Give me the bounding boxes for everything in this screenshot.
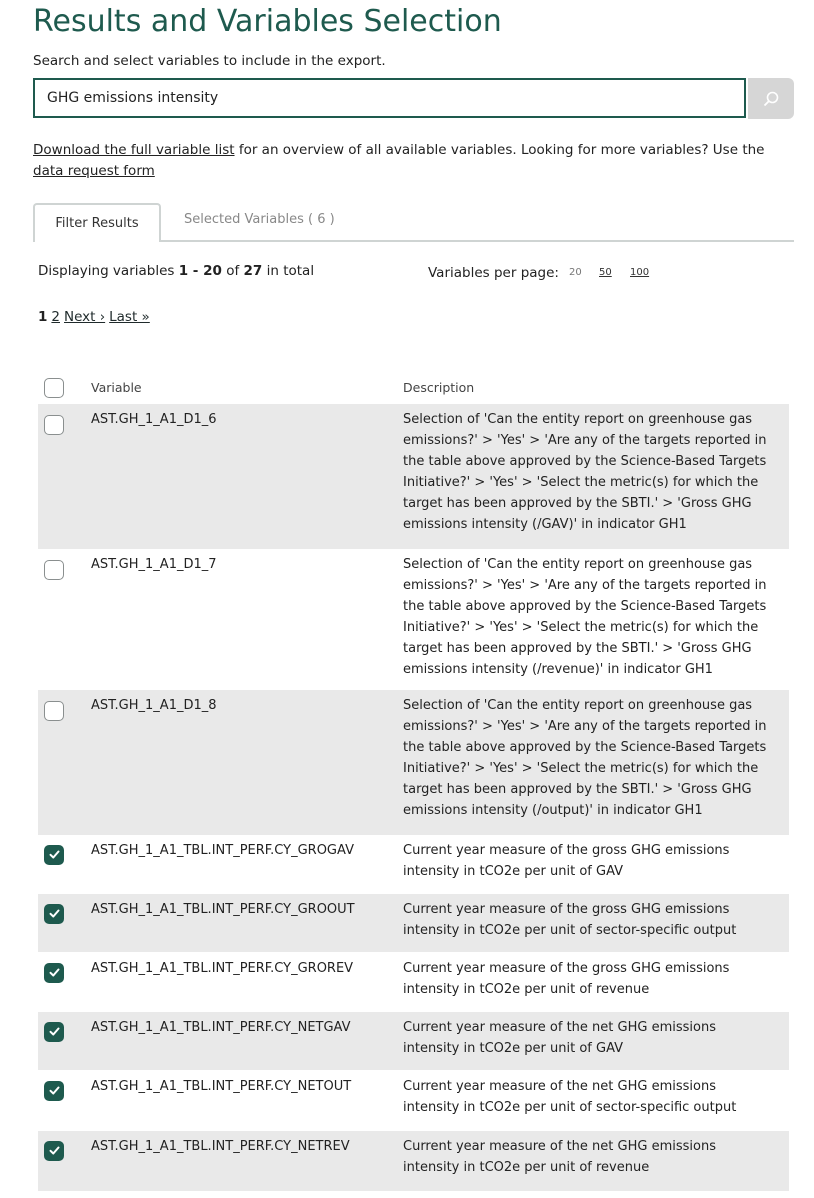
check-icon	[45, 907, 63, 920]
variable-description: Current year measure of the net GHG emissions intensity in tCO2e per unit of sector-specific output	[403, 1079, 737, 1115]
variable-name: AST.GH_1_A1_TBL.INT_PERF.CY_GROOUT	[91, 902, 355, 917]
table-row	[38, 894, 789, 952]
results-summary: Displaying variables 1 - 20 of 27 in total	[38, 263, 315, 279]
info-text	[33, 140, 793, 182]
per-page-option-20: 20	[569, 267, 582, 278]
variable-description: Current year measure of the net GHG emissions intensity in tCO2e per unit of revenue	[403, 1139, 716, 1175]
search-input[interactable]	[33, 78, 746, 118]
row-checkbox[interactable]	[44, 701, 64, 721]
page-current: 1	[38, 309, 48, 325]
column-header-variable: Variable	[91, 380, 142, 395]
row-checkbox[interactable]	[44, 1141, 64, 1161]
table-row	[38, 1012, 789, 1070]
table-row	[38, 1071, 789, 1129]
row-checkbox[interactable]	[44, 1081, 64, 1101]
info-middle-text: for an overview of all available variables. Looking for more variables? Use the	[234, 142, 765, 158]
variable-description: Selection of 'Can the entity report on greenhouse gas emissions?' > 'Yes' > 'Are any of the targets reported in the table above approved by the Science-Based Targets Initiative?' > 'Yes' > 'Select the metric(s) for which the target has been approved by the SBTI.' > 'Gross GHG emissions intensity (/GAV)' in indicator GH1	[403, 412, 767, 532]
row-checkbox[interactable]	[44, 415, 64, 435]
page-title: Results and Variables Selection	[33, 4, 502, 39]
download-variable-list-link[interactable]: Download the full variable list	[33, 142, 235, 158]
table-row	[38, 404, 789, 549]
table-row	[38, 1131, 789, 1191]
variable-description: Current year measure of the gross GHG emissions intensity in tCO2e per unit of revenue	[403, 961, 730, 997]
variable-name: AST.GH_1_A1_TBL.INT_PERF.CY_NETREV	[91, 1139, 350, 1154]
check-icon	[45, 1084, 63, 1097]
next-page-link[interactable]: Next ›	[64, 309, 106, 325]
variable-name: AST.GH_1_A1_D1_7	[91, 557, 217, 572]
page-subtitle: Search and select variables to include in the export.	[33, 53, 386, 69]
results-total: 27	[243, 263, 263, 279]
per-page-option-50[interactable]: 50	[599, 267, 612, 278]
last-page-link[interactable]: Last »	[109, 309, 150, 325]
check-icon	[45, 848, 63, 861]
variable-description: Selection of 'Can the entity report on greenhouse gas emissions?' > 'Yes' > 'Are any of the targets reported in the table above approved by the Science-Based Targets Initiative?' > 'Yes' > 'Select the metric(s) for which the target has been approved by the SBTI.' > 'Gross GHG emissions intensity (/revenue)' in indicator GH1	[403, 557, 767, 677]
pagination	[38, 309, 154, 325]
variable-name: AST.GH_1_A1_D1_8	[91, 698, 217, 713]
column-header-description: Description	[403, 380, 475, 395]
per-page-option-100[interactable]: 100	[630, 267, 650, 278]
tab-filter-results[interactable]: Filter Results	[33, 203, 161, 242]
variable-description: Selection of 'Can the entity report on greenhouse gas emissions?' > 'Yes' > 'Are any of the targets reported in the table above approved by the Science-Based Targets Initiative?' > 'Yes' > 'Select the metric(s) for which the target has been approved by the SBTI.' > 'Gross GHG emissions intensity (/output)' in indicator GH1	[403, 698, 767, 818]
page-2-link[interactable]: 2	[51, 309, 60, 325]
row-checkbox[interactable]	[44, 904, 64, 924]
variable-description: Current year measure of the gross GHG emissions intensity in tCO2e per unit of GAV	[403, 843, 730, 879]
check-icon	[45, 966, 63, 979]
search-icon	[748, 90, 794, 108]
variable-name: AST.GH_1_A1_D1_6	[91, 412, 217, 427]
variable-name: AST.GH_1_A1_TBL.INT_PERF.CY_GROREV	[91, 961, 354, 976]
results-range: 1 - 20	[178, 263, 222, 279]
variable-name: AST.GH_1_A1_TBL.INT_PERF.CY_NETOUT	[91, 1079, 352, 1094]
variable-description: Current year measure of the gross GHG emissions intensity in tCO2e per unit of sector-specific output	[403, 902, 737, 938]
variable-name: AST.GH_1_A1_TBL.INT_PERF.CY_GROGAV	[91, 843, 354, 858]
select-all-checkbox[interactable]	[44, 378, 64, 398]
data-request-form-link[interactable]: data request form	[33, 163, 155, 179]
table-row	[38, 835, 789, 892]
table-row	[38, 549, 789, 690]
variable-description: Current year measure of the net GHG emissions intensity in tCO2e per unit of GAV	[403, 1020, 716, 1056]
table-row	[38, 690, 789, 835]
tab-selected-variables[interactable]: Selected Variables ( 6 )	[184, 212, 335, 227]
variable-name: AST.GH_1_A1_TBL.INT_PERF.CY_NETGAV	[91, 1020, 351, 1035]
row-checkbox[interactable]	[44, 963, 64, 983]
row-checkbox[interactable]	[44, 560, 64, 580]
check-icon	[45, 1144, 63, 1157]
row-checkbox[interactable]	[44, 845, 64, 865]
table-row	[38, 953, 789, 1011]
row-checkbox[interactable]	[44, 1022, 64, 1042]
search-button[interactable]	[748, 78, 794, 119]
per-page-label: Variables per page:	[428, 265, 559, 281]
check-icon	[45, 1025, 63, 1038]
